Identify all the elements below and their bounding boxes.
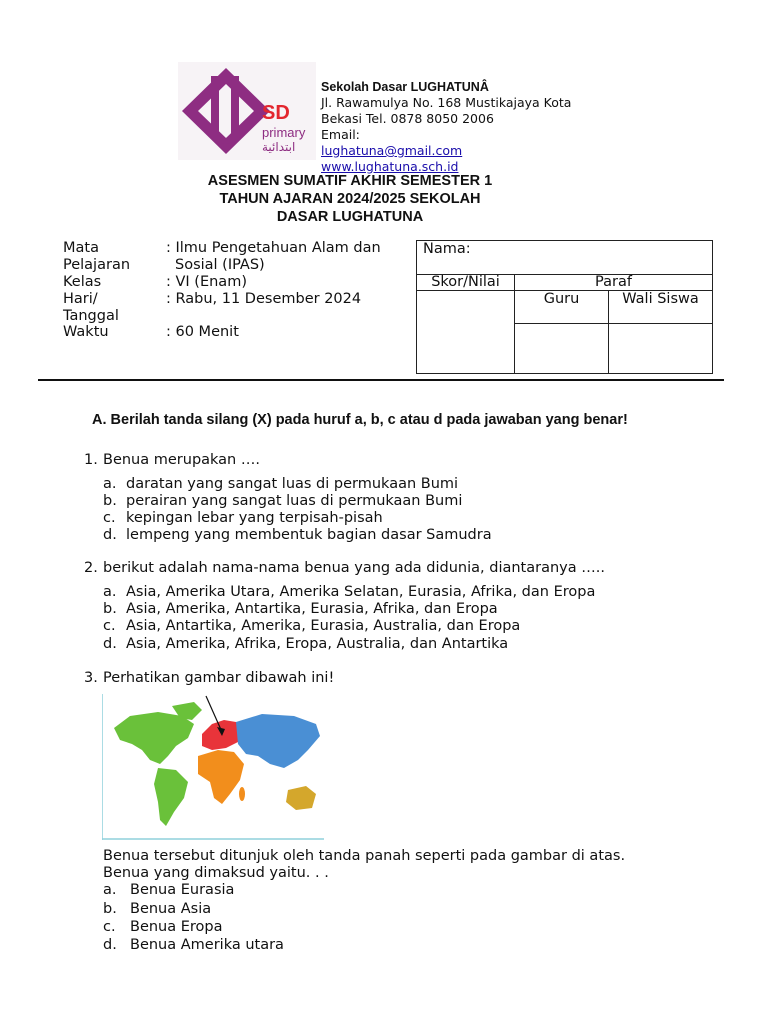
q3-option-b-letter[interactable]: b.	[103, 901, 117, 917]
school-name: Sekolah Dasar LUGHATUNÂ	[321, 80, 489, 94]
q3-option-d-text[interactable]: Benua Amerika utara	[130, 937, 284, 953]
skor-cell[interactable]	[417, 291, 515, 374]
skor-header: Skor/Nilai	[417, 275, 515, 291]
q3-option-b-text[interactable]: Benua Asia	[130, 901, 212, 917]
exam-title-line-3: DASAR LUGHATUNA	[276, 209, 424, 225]
q1-option-a-letter[interactable]: a.	[103, 476, 117, 492]
madagascar-shape	[239, 787, 245, 801]
q3-option-a-letter[interactable]: a.	[103, 882, 117, 898]
school-info	[321, 79, 571, 175]
q3-caption-1: Benua tersebut ditunjuk oleh tanda panah seperti pada gambar di atas.	[103, 848, 626, 864]
q2-option-b-letter[interactable]: b.	[103, 601, 117, 617]
mapel-label-2: Pelajaran	[63, 257, 131, 273]
q1-text: Benua merupakan ….	[103, 452, 260, 468]
q2-option-a-letter[interactable]: a.	[103, 584, 117, 600]
mapel-label	[63, 240, 163, 274]
hari-label	[63, 291, 163, 325]
header-divider	[38, 379, 724, 381]
q2-text: berikut adalah nama-nama benua yang ada didunia, diantaranya …..	[103, 560, 605, 576]
hari-label-2: Tanggal	[63, 308, 119, 324]
q2-option-d-text[interactable]: Asia, Amerika, Afrika, Eropa, Australia, dan Antartika	[126, 636, 509, 652]
logo-primary-text: primary	[262, 125, 306, 140]
kelas-value: : VI (Enam)	[166, 274, 247, 290]
q1-option-b-text[interactable]: perairan yang sangat luas di permukaan Bumi	[126, 493, 463, 509]
hari-value: : Rabu, 11 Desember 2024	[166, 291, 362, 307]
nama-cell[interactable]	[417, 241, 713, 275]
q1-option-c-text[interactable]: kepingan lebar yang terpisah-pisah	[126, 510, 383, 526]
q1-option-d-letter[interactable]: d.	[103, 527, 117, 543]
wali-signature-cell[interactable]	[609, 324, 713, 374]
exam-title-line-1: ASESMEN SUMATIF AKHIR SEMESTER 1	[207, 173, 493, 189]
school-website-link[interactable]: www.lughatuna.sch.id	[321, 159, 459, 174]
kelas-label: Kelas	[63, 274, 102, 290]
mapel-label-1: Mata	[63, 240, 99, 256]
paraf-header: Paraf	[515, 275, 713, 291]
waktu-value: : 60 Menit	[166, 324, 239, 340]
q1-number: 1.	[84, 452, 98, 468]
school-email-label: Email:	[321, 127, 360, 142]
section-a-instruction: A. Berilah tanda silang (X) pada huruf a, b, c atau d pada jawaban yang benar!	[92, 412, 628, 428]
school-logo	[178, 62, 316, 160]
q2-option-d-letter[interactable]: d.	[103, 636, 117, 652]
q3-caption-2: Benua yang dimaksud yaitu. . .	[103, 865, 329, 881]
q3-option-a-text[interactable]: Benua Eurasia	[130, 882, 235, 898]
q2-option-a-text[interactable]: Asia, Amerika Utara, Amerika Selatan, Eurasia, Afrika, dan Eropa	[126, 584, 596, 600]
exam-title	[150, 172, 550, 226]
world-map-image	[102, 694, 324, 840]
q1-option-a-text[interactable]: daratan yang sangat luas di permukaan Bumi	[126, 476, 459, 492]
q3-number: 3.	[84, 670, 98, 686]
q2-option-b-text[interactable]: Asia, Amerika, Antartika, Eurasia, Afrika, dan Eropa	[126, 601, 498, 617]
q2-option-c-text[interactable]: Asia, Antartika, Amerika, Eurasia, Australia, dan Eropa	[126, 618, 521, 634]
school-email-link[interactable]: lughatuna@gmail.com	[321, 143, 463, 158]
school-address-1: Jl. Rawamulya No. 168 Mustikajaya Kota	[321, 95, 572, 110]
waktu-label: Waktu	[63, 324, 109, 340]
hari-label-1: Hari/	[63, 291, 98, 307]
guru-signature-cell[interactable]	[515, 324, 609, 374]
guru-header: Guru	[515, 291, 609, 324]
logo-arabic-text: ابتدائية	[262, 140, 296, 154]
q1-option-b-letter[interactable]: b.	[103, 493, 117, 509]
q1-option-c-letter[interactable]: c.	[103, 510, 116, 526]
q3-option-c-text[interactable]: Benua Eropa	[130, 919, 223, 935]
mapel-value	[166, 240, 411, 274]
wali-header: Wali Siswa	[609, 291, 713, 324]
nama-label: Nama:	[423, 241, 471, 257]
school-address-2: Bekasi Tel. 0878 8050 2006	[321, 111, 494, 126]
q1-option-d-text[interactable]: lempeng yang membentuk bagian dasar Samudra	[126, 527, 492, 543]
score-table	[416, 240, 713, 374]
q3-option-d-letter[interactable]: d.	[103, 937, 117, 953]
mapel-value-1: : Ilmu Pengetahuan Alam dan	[166, 240, 381, 256]
mapel-value-2: Sosial (IPAS)	[175, 257, 265, 273]
q2-number: 2.	[84, 560, 98, 576]
exam-title-line-2: TAHUN AJARAN 2024/2025 SEKOLAH	[219, 191, 481, 207]
q3-text: Perhatikan gambar dibawah ini!	[103, 670, 335, 686]
q3-option-c-letter[interactable]: c.	[103, 919, 116, 935]
logo-sd-text: SD	[262, 102, 290, 124]
q2-option-c-letter[interactable]: c.	[103, 618, 116, 634]
